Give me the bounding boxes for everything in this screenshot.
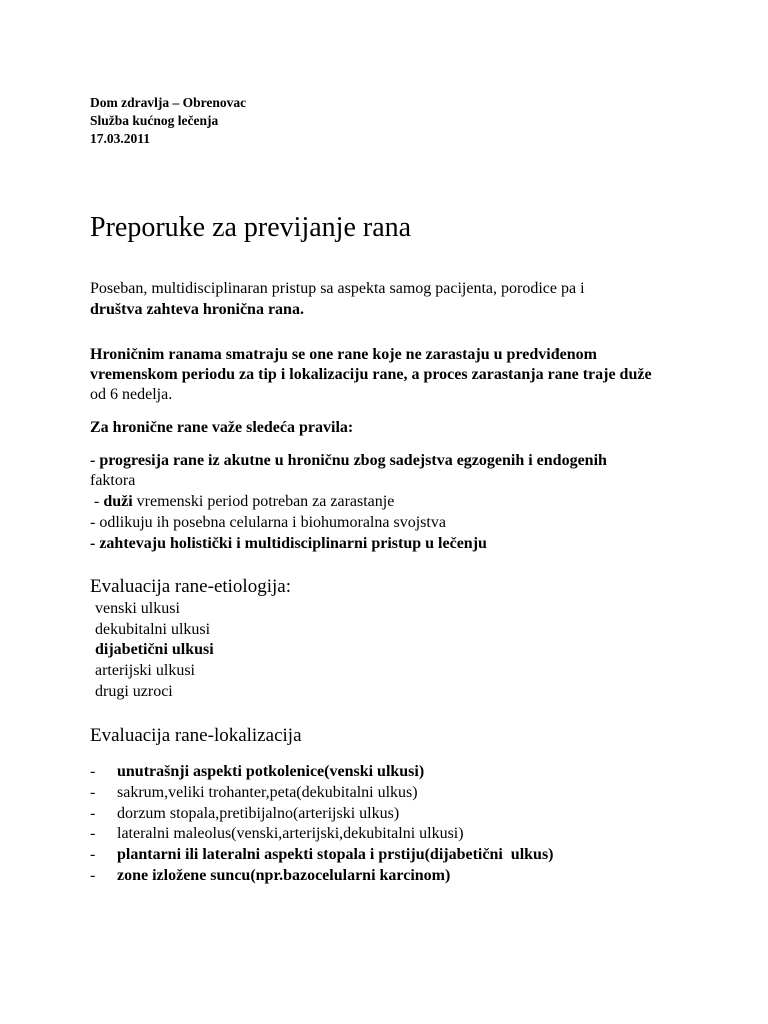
intro-line-2: društva zahteva hronična rana. [90, 301, 304, 318]
rule-item-2 [90, 492, 394, 512]
etiology-item: venski ulkusi [95, 600, 180, 617]
localization-item: plantarni ili lateralni aspekti stopala i prstiju(dijabetični ulkus) [117, 846, 554, 863]
definition-line-3: od 6 nedelja. [90, 386, 173, 403]
list-dash: - [90, 825, 96, 842]
etiology-heading: Evaluacija rane-etiologija: [90, 576, 291, 597]
list-dash: - [90, 867, 96, 884]
etiology-item: dijabetični ulkusi [95, 641, 214, 658]
rule-item-2-bold: duži [103, 493, 133, 510]
definition-line-2: vremenskom periodu za tip i lokalizaciju rane, a proces zarastanja rane traje duže [90, 366, 652, 383]
localization-item: dorzum stopala,pretibijalno(arterijski ulkus) [117, 805, 400, 822]
etiology-item: arterijski ulkusi [95, 662, 195, 679]
page-title: Preporuke za previjanje rana [90, 212, 412, 243]
localization-item: zone izložene suncu(npr.bazocelularni karcinom) [117, 867, 451, 884]
localization-item: unutrašnji aspekti potkolenice(venski ulkusi) [117, 763, 425, 780]
intro-line-1: Poseban, multidisciplinaran pristup sa aspekta samog pacijenta, porodice pa i [90, 280, 585, 297]
list-dash: - [90, 846, 96, 863]
rule-item-2-rest: vremenski period potreban za zarastanje [132, 493, 395, 510]
etiology-item: dekubitalni ulkusi [95, 621, 211, 638]
localization-item: lateralni maleolus(venski,arterijski,dekubitalni ulkusi) [117, 825, 464, 842]
department-name: Služba kućnog lečenja [90, 113, 219, 128]
list-dash: - [90, 784, 96, 801]
localization-item: sakrum,veliki trohanter,peta(dekubitalni ulkus) [117, 784, 418, 801]
rule-item-3: - odlikuju ih posebna celularna i biohumoralna svojstva [90, 514, 446, 531]
institution-name: Dom zdravlja – Obrenovac [90, 95, 247, 110]
rule-item-2-prefix: - [90, 493, 104, 510]
rule-item-1-line-1: - progresija rane iz akutne u hroničnu zbog sadejstva egzogenih i endogenih [90, 452, 607, 469]
list-dash: - [90, 805, 96, 822]
rule-item-4: - zahtevaju holistički i multidisciplinarni pristup u lečenju [90, 535, 487, 552]
document-date: 17.03.2011 [90, 131, 151, 146]
rule-item-1-line-2: faktora [90, 472, 136, 489]
etiology-item: drugi uzroci [95, 683, 173, 700]
list-dash: - [90, 763, 96, 780]
definition-line-1: Hroničnim ranama smatraju se one rane koje ne zarastaju u predviđenom [90, 346, 597, 363]
rules-heading: Za hronične rane važe sledeća pravila: [90, 419, 354, 436]
localization-heading: Evaluacija rane-lokalizacija [90, 725, 302, 746]
